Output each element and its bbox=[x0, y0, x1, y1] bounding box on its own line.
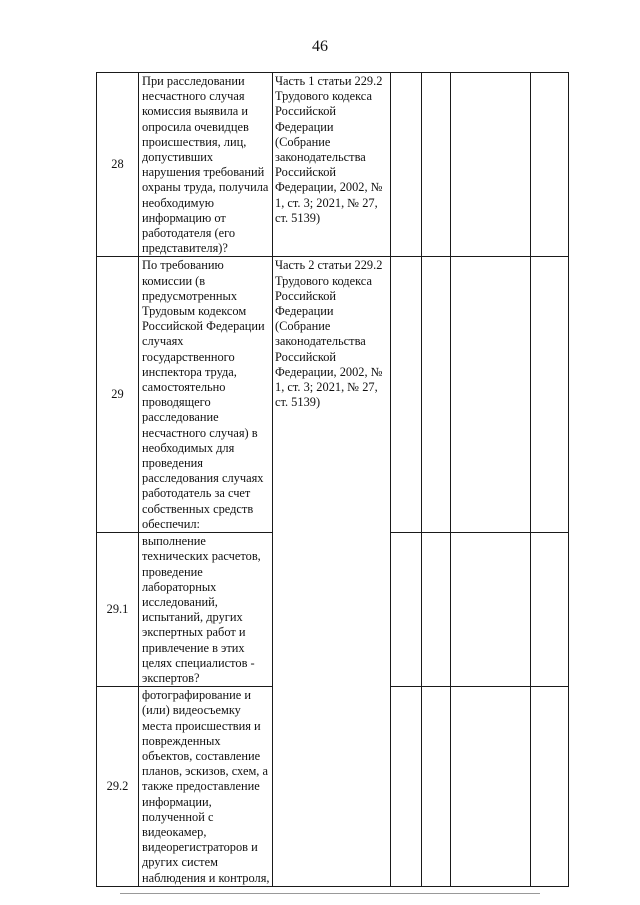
row-number: 29.1 bbox=[97, 533, 139, 687]
comment-cell bbox=[531, 73, 569, 257]
scan-edge-line bbox=[120, 893, 540, 894]
answer-na-cell bbox=[451, 533, 531, 687]
comment-cell bbox=[531, 687, 569, 887]
table-row bbox=[97, 73, 569, 257]
page-number: 46 bbox=[312, 38, 328, 55]
answer-yes-cell bbox=[391, 257, 422, 533]
answer-yes-cell bbox=[391, 687, 422, 887]
checklist-table bbox=[96, 72, 569, 887]
answer-na-cell bbox=[451, 257, 531, 533]
table-row bbox=[97, 257, 569, 533]
row-number: 29 bbox=[97, 257, 139, 533]
answer-na-cell bbox=[451, 73, 531, 257]
comment-cell bbox=[531, 257, 569, 533]
answer-no-cell bbox=[422, 73, 451, 257]
question-text: По требованию комиссии (в предусмотренных Трудовым кодексом Российской Федерации случаях государственного инспектора труда, самостоятельно проводящего расследование несчастного случая) в необходимых для проведения расследования случаях работодатель за счет собственных средств обеспечил: bbox=[139, 257, 273, 533]
question-text: фотографирование и (или) видеосъемку места происшествия и поврежденных объектов, составление планов, эскизов, схем, а также предоставление информации, полученной с видеокамер, видеорегистраторов и других систем наблюдения и контроля, bbox=[139, 687, 273, 887]
comment-cell bbox=[531, 533, 569, 687]
question-text: выполнение технических расчетов, проведение лабораторных исследований, испытаний, других экспертных работ и привлечение в этих целях специалистов - экспертов? bbox=[139, 533, 273, 687]
question-text: При расследовании несчастного случая комиссия выявила и опросила очевидцев происшествия, лиц, допустивших нарушения требований охраны труда, получила необходимую информацию от работодателя (его представителя)? bbox=[139, 73, 273, 257]
answer-na-cell bbox=[451, 687, 531, 887]
legal-reference: Часть 1 статьи 229.2 Трудового кодекса Российской Федерации (Собрание законодательства Российской Федерации, 2002, № 1, ст. 3; 2021, № 27, ст. 5139) bbox=[273, 73, 391, 257]
row-number: 29.2 bbox=[97, 687, 139, 887]
answer-no-cell bbox=[422, 687, 451, 887]
answer-yes-cell bbox=[391, 533, 422, 687]
legal-reference: Часть 2 статьи 229.2 Трудового кодекса Российской Федерации (Собрание законодательства Российской Федерации, 2002, № 1, ст. 3; 2021, № 27, ст. 5139) bbox=[273, 257, 391, 886]
answer-yes-cell bbox=[391, 73, 422, 257]
answer-no-cell bbox=[422, 533, 451, 687]
answer-no-cell bbox=[422, 257, 451, 533]
row-number: 28 bbox=[97, 73, 139, 257]
